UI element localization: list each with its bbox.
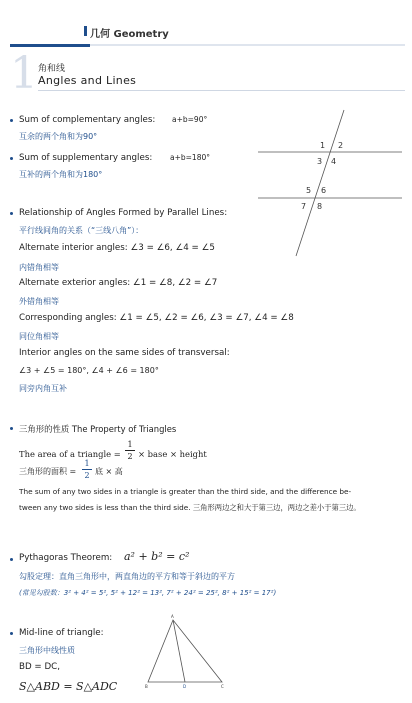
angle-label-1: 1 xyxy=(320,141,326,150)
same-side-cn: 同旁内角互补 xyxy=(19,384,67,393)
midline-area: S△ABD = S△ADC xyxy=(19,680,118,693)
supplementary-formula: a+b=180° xyxy=(170,153,210,162)
pythagoras-formula: a² + b² = c² xyxy=(124,550,190,563)
triangle-frac-2 xyxy=(82,459,92,480)
vertex-label-a: A xyxy=(171,614,174,619)
section-title-cn: 角和线 xyxy=(38,64,66,74)
frac-numerator: 1 xyxy=(127,440,133,449)
angle-label-7: 7 xyxy=(301,202,307,211)
corresponding-cn: 同位角相等 xyxy=(19,332,59,341)
complementary-formula: a+b=90° xyxy=(172,115,208,124)
vertex-label-b: B xyxy=(145,684,148,689)
figure-divider-1 xyxy=(258,171,260,172)
frac-bar xyxy=(125,450,135,451)
frac-bar xyxy=(82,469,92,470)
transversal-line xyxy=(296,110,344,256)
parallel-lines-figure xyxy=(250,104,410,264)
alt-exterior-text: Alternate exterior angles: ∠1 = ∠8, ∠2 = ∠7 xyxy=(19,278,218,288)
triangle-abc xyxy=(148,620,222,682)
parallel-label: Relationship of Angles Formed by Parallel Lines: xyxy=(19,208,228,218)
same-side-text: Interior angles on the same sides of transversal: xyxy=(19,348,230,358)
frac-denominator: 2 xyxy=(127,452,133,461)
triangle-desc-1: The sum of any two sides in a triangle is greater than the third side, and the difference be- xyxy=(19,487,352,496)
triangle-label: 三角形的性质 The Property of Triangles xyxy=(19,424,177,434)
frac-numerator: 1 xyxy=(84,459,90,468)
angle-label-2: 2 xyxy=(338,141,344,150)
triangle-area-cn-rhs: 底 × 高 xyxy=(95,467,123,476)
supplementary-cn: 互补的两个角和为180° xyxy=(19,170,103,179)
complementary-label: Sum of complementary angles: xyxy=(19,115,156,125)
bullet xyxy=(10,119,13,122)
bullet xyxy=(10,558,13,561)
bullet xyxy=(10,632,13,635)
corresponding-text: Corresponding angles: ∠1 = ∠5, ∠2 = ∠6, ∠3 = ∠7, ∠4 = ∠8 xyxy=(19,313,294,323)
angle-label-4: 4 xyxy=(331,157,337,166)
vertex-label-c: C xyxy=(221,684,224,689)
angle-label-6: 6 xyxy=(321,186,327,195)
complementary-cn: 互余的两个角和为90° xyxy=(19,132,98,141)
triangle-area-cn: 三角形的面积 = xyxy=(19,467,77,476)
angle-label-5: 5 xyxy=(306,186,312,195)
angle-label-3: 3 xyxy=(317,157,323,166)
vertex-label-d: D xyxy=(183,684,187,689)
midline-eq: BD = DC, xyxy=(19,662,60,672)
median-ad xyxy=(173,620,185,682)
triangle-figure xyxy=(140,612,230,692)
frac-denominator: 2 xyxy=(84,471,90,480)
triangle-area-en-rhs: × base × height xyxy=(138,449,207,459)
triangle-desc-2: tween any two sides is less than the third side. 三角形两边之和大于第三边，两边之差小于第三边。 xyxy=(19,503,361,512)
parallel-cn: 平行线间角的关系（“三线八角”）： xyxy=(19,226,144,235)
supplementary-label: Sum of supplementary angles: xyxy=(19,153,153,163)
bullet xyxy=(10,427,13,430)
midline-label: Mid-line of triangle: xyxy=(19,628,104,638)
header-rule-accent xyxy=(10,44,90,47)
alt-interior-text: Alternate interior angles: ∠3 = ∠6, ∠4 = ∠5 xyxy=(19,243,215,253)
angle-label-8: 8 xyxy=(317,202,323,211)
section-rule xyxy=(38,90,405,91)
bullet xyxy=(10,157,13,160)
alt-interior-cn: 内错角相等 xyxy=(19,263,59,272)
pythagoras-cn: 勾股定理：直角三角形中，两直角边的平方和等于斜边的平方 xyxy=(19,572,235,581)
pythagoras-label: Pythagoras Theorem: xyxy=(19,553,113,563)
bullet xyxy=(10,212,13,215)
same-side-formula: ∠3 + ∠5 = 180°, ∠4 + ∠6 = 180° xyxy=(19,366,159,375)
section-title-en: Angles and Lines xyxy=(38,74,137,87)
triangle-area-en: The area of a triangle = xyxy=(19,449,121,459)
header-title: 几何 Geometry xyxy=(90,29,169,40)
midline-cn: 三角形中线性质 xyxy=(19,646,75,655)
pythagoras-examples: (常见勾股数：3² + 4² = 5², 5² + 12² = 13², 7² + 24² = 25², 8² + 15² = 17²) xyxy=(19,589,277,597)
header-marker xyxy=(84,26,87,36)
section-number: 1 xyxy=(10,48,38,99)
triangle-frac-1 xyxy=(125,440,135,461)
alt-exterior-cn: 外错角相等 xyxy=(19,297,59,306)
